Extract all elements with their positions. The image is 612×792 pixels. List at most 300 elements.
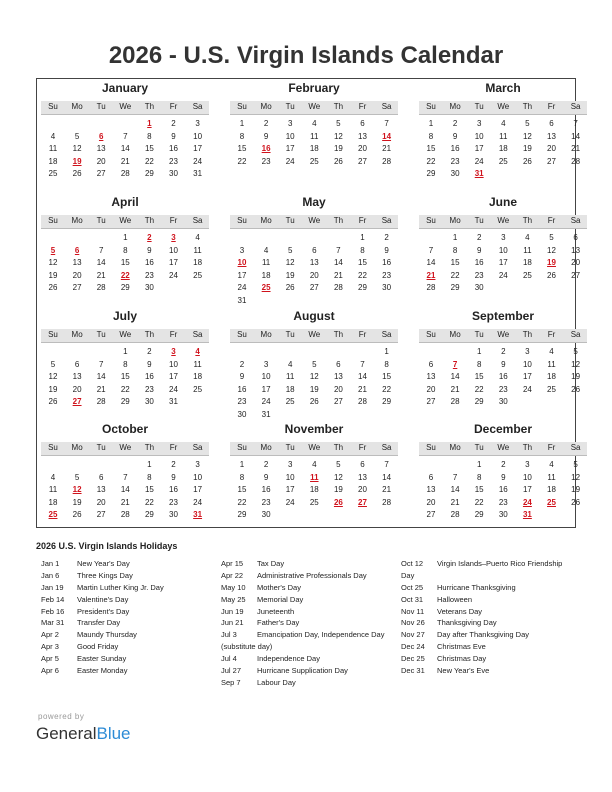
day-cell: 18 [498, 144, 508, 154]
holiday-day-cell: 2 [147, 233, 152, 242]
day-cell: 10 [522, 472, 532, 482]
holiday-name: New Year's Eve [437, 666, 490, 676]
day-cell: 15 [237, 144, 247, 154]
weekday-label: Fr [358, 330, 367, 339]
day-cell: 23 [261, 156, 271, 166]
weekday-label: Tu [285, 216, 295, 225]
holiday-name: Mother's Day [257, 582, 301, 592]
day-cell: 23 [261, 497, 271, 507]
day-cell: 28 [450, 510, 460, 520]
weekday-label: Sa [192, 216, 203, 225]
day-cell: 17 [522, 485, 532, 495]
day-cell: 15 [426, 144, 436, 154]
day-cell: 10 [261, 372, 271, 382]
holiday-day-cell: 11 [310, 472, 319, 482]
day-cell: 4 [50, 131, 56, 141]
day-cell: 25 [547, 384, 556, 394]
weekday-label: Fr [547, 330, 556, 339]
day-cell: 30 [169, 169, 178, 179]
day-cell: 28 [96, 283, 106, 293]
weekday-header [230, 329, 398, 343]
day-cell: 3 [287, 119, 293, 128]
day-cell: 6 [312, 245, 317, 255]
day-cell: 12 [285, 258, 295, 268]
holiday-day-cell: 26 [333, 497, 343, 507]
holiday-day-cell: 25 [547, 497, 556, 507]
weekday-label: Su [48, 443, 58, 452]
weekday-label: Th [333, 443, 344, 452]
day-cell: 24 [285, 156, 295, 166]
day-cell: 15 [144, 485, 154, 495]
day-cell: 29 [144, 169, 154, 179]
day-cell: 3 [287, 460, 293, 469]
holiday-day-cell: 21 [426, 270, 436, 280]
day-cell: 29 [474, 397, 484, 407]
holiday-name: New Year's Day [77, 559, 130, 568]
day-cell: 8 [476, 472, 482, 482]
day-cell: 4 [263, 245, 269, 255]
day-cell: 4 [312, 119, 317, 128]
day-cell: 13 [96, 144, 106, 154]
day-cell: 7 [123, 472, 128, 482]
month-6 [41, 309, 209, 419]
day-cell: 18 [547, 372, 556, 382]
weekday-header [419, 442, 587, 456]
weekday-label: We [308, 443, 321, 452]
day-cell: 10 [169, 359, 178, 369]
day-cell: 20 [72, 384, 82, 394]
day-cell: 17 [169, 372, 178, 382]
day-cell: 22 [237, 156, 247, 166]
weekday-label: We [497, 330, 510, 339]
weekday-label: Sa [192, 330, 203, 339]
day-cell: 19 [571, 372, 581, 382]
day-cell: 6 [360, 460, 365, 469]
day-cell: 12 [522, 131, 532, 141]
day-cell: 2 [171, 119, 176, 128]
day-cell: 16 [144, 372, 154, 382]
day-cell: 5 [573, 347, 578, 356]
day-cell: 6 [336, 359, 341, 369]
weekday-label: Fr [169, 102, 178, 111]
day-cell: 19 [522, 144, 532, 154]
day-cell: 18 [309, 144, 319, 154]
day-cell: 26 [48, 397, 58, 407]
day-cell: 1 [384, 347, 389, 356]
day-cell: 18 [285, 384, 295, 394]
weekday-label: Fr [169, 330, 178, 339]
month-name: July [112, 309, 137, 323]
day-cell: 3 [525, 460, 530, 469]
day-cell: 4 [501, 119, 506, 128]
day-cell: 30 [261, 510, 271, 520]
day-cell: 23 [237, 397, 247, 407]
day-cell: 22 [474, 497, 484, 507]
weekday-label: Fr [169, 216, 178, 225]
month-name: October [101, 422, 148, 436]
day-cell: 17 [285, 144, 295, 154]
day-cell: 21 [120, 497, 130, 507]
day-cell: 24 [169, 384, 178, 394]
holiday-name: Valentine's Day [77, 594, 129, 604]
holidays-heading: 2026 U.S. Virgin Islands Holidays [36, 541, 178, 551]
day-cell: 8 [476, 359, 482, 369]
day-cell: 24 [193, 497, 203, 507]
brand-blue: Blue [96, 724, 131, 743]
holiday-day-cell: 27 [358, 497, 367, 507]
day-cell: 24 [237, 283, 247, 293]
holiday-day-cell: 19 [547, 258, 556, 268]
day-cell: 14 [120, 144, 130, 154]
day-cell: 29 [358, 283, 367, 293]
day-cell: 14 [571, 131, 581, 141]
day-cell: 22 [144, 156, 154, 166]
day-cell: 1 [239, 460, 245, 469]
day-cell: 26 [571, 497, 581, 507]
month-9 [41, 422, 209, 532]
day-cell: 14 [426, 258, 436, 268]
weekday-label: Su [426, 102, 436, 111]
holiday-date: Sep 7 [221, 677, 241, 687]
day-cell: 27 [309, 283, 319, 293]
weekday-label: Fr [358, 216, 367, 225]
day-cell: 1 [476, 460, 482, 469]
weekday-label: Tu [474, 330, 484, 339]
day-cell: 18 [48, 497, 58, 507]
day-cell: 30 [382, 283, 392, 293]
day-cell: 1 [147, 460, 152, 469]
day-cell: 6 [360, 119, 365, 128]
day-cell: 21 [358, 384, 367, 394]
day-cell: 3 [195, 460, 200, 469]
weekday-label: Sa [570, 102, 581, 111]
weekday-label: Su [237, 443, 247, 452]
weekday-label: Mo [449, 443, 461, 452]
holiday-day-cell: 6 [98, 131, 104, 141]
day-cell: 25 [309, 497, 319, 507]
month-10 [230, 422, 398, 532]
month-name: April [111, 195, 139, 209]
weekday-label: Sa [381, 443, 392, 452]
day-cell: 17 [169, 258, 178, 268]
day-cell: 19 [571, 485, 581, 495]
day-cell: 28 [96, 397, 106, 407]
month-name: January [101, 81, 149, 95]
day-cell: 6 [428, 472, 434, 482]
day-cell: 26 [571, 384, 581, 394]
day-cell: 20 [96, 497, 106, 507]
day-cell: 26 [522, 156, 532, 166]
weekday-label: Su [48, 102, 58, 111]
day-cell: 27 [96, 169, 106, 179]
weekday-label: Th [144, 216, 155, 225]
month-name: August [293, 309, 335, 323]
day-cell: 7 [336, 245, 341, 255]
holiday-name: Independence Day [257, 654, 320, 664]
day-cell: 23 [144, 270, 154, 280]
month-name: December [473, 422, 533, 436]
day-cell: 13 [96, 485, 106, 495]
day-cell: 11 [286, 372, 295, 382]
day-cell: 22 [120, 384, 130, 394]
day-cell: 7 [98, 245, 104, 255]
day-cell: 9 [476, 245, 482, 255]
day-cell: 28 [382, 497, 392, 507]
day-cell: 29 [426, 169, 436, 179]
day-cell: 5 [525, 119, 530, 128]
day-cell: 26 [48, 283, 58, 293]
day-cell: 20 [358, 144, 367, 154]
day-cell: 27 [358, 156, 367, 166]
holiday-date: Jun 21 [221, 618, 244, 628]
weekday-label: Th [333, 102, 344, 111]
day-cell: 12 [333, 131, 343, 141]
day-cell: 2 [239, 359, 245, 369]
day-cell: 19 [285, 270, 295, 280]
day-cell: 9 [147, 359, 152, 369]
day-cell: 1 [452, 233, 458, 242]
day-cell: 26 [285, 283, 295, 293]
day-cell: 21 [382, 144, 392, 154]
month-1 [230, 81, 398, 191]
day-cell: 28 [120, 169, 130, 179]
day-cell: 31 [237, 296, 247, 305]
day-cell: 15 [382, 372, 392, 382]
weekday-header [419, 215, 587, 229]
holiday-date: Nov 26 [401, 618, 425, 628]
holiday-day-cell: 6 [74, 245, 80, 255]
day-cell: 12 [333, 472, 343, 482]
weekday-header [419, 329, 587, 343]
day-cell: 27 [333, 397, 343, 407]
weekday-label: Su [426, 216, 436, 225]
day-cell: 20 [426, 384, 436, 394]
day-cell: 22 [144, 497, 154, 507]
day-cell: 4 [50, 472, 56, 482]
day-cell: 20 [547, 144, 556, 154]
day-cell: 21 [382, 485, 392, 495]
day-cell: 18 [261, 270, 271, 280]
day-cell: 9 [147, 245, 152, 255]
day-cell: 28 [382, 156, 392, 166]
holiday-date: Oct 12 [401, 559, 424, 568]
day-cell: 7 [123, 131, 128, 141]
day-cell: 9 [263, 472, 269, 482]
day-cell: 2 [501, 347, 506, 356]
holiday-day-cell: 31 [193, 510, 203, 520]
day-cell: 2 [171, 460, 176, 469]
day-cell: 2 [263, 460, 269, 469]
day-cell: 12 [48, 258, 58, 268]
day-cell: 16 [450, 144, 460, 154]
day-cell: 30 [237, 410, 247, 419]
day-cell: 5 [336, 119, 341, 128]
weekday-label: Tu [96, 443, 106, 452]
day-cell: 24 [169, 270, 178, 280]
day-cell: 1 [476, 347, 482, 356]
day-cell: 5 [287, 245, 293, 255]
day-cell: 9 [171, 472, 176, 482]
holiday-name: Easter Sunday [77, 654, 127, 664]
day-cell: 11 [193, 245, 202, 255]
day-cell: 7 [428, 245, 434, 255]
day-cell: 21 [120, 156, 130, 166]
holiday-day-cell: 5 [50, 245, 56, 255]
weekday-label: We [308, 330, 321, 339]
day-cell: 21 [450, 497, 460, 507]
day-cell: 15 [237, 485, 247, 495]
weekday-label: Su [48, 330, 58, 339]
day-cell: 4 [312, 460, 317, 469]
weekday-label: We [308, 216, 321, 225]
month-5 [419, 195, 587, 305]
day-cell: 15 [120, 372, 130, 382]
weekday-header [41, 329, 209, 343]
day-cell: 13 [72, 258, 82, 268]
day-cell: 7 [384, 460, 389, 469]
day-cell: 16 [144, 258, 154, 268]
day-cell: 19 [48, 270, 58, 280]
weekday-label: We [119, 330, 132, 339]
day-cell: 10 [498, 245, 508, 255]
day-cell: 1 [428, 119, 434, 128]
day-cell: 13 [358, 131, 367, 141]
weekday-label: We [119, 216, 132, 225]
day-cell: 25 [285, 397, 295, 407]
month-name: May [302, 195, 326, 209]
weekday-label: Mo [71, 330, 83, 339]
day-cell: 8 [147, 131, 152, 141]
holiday-name: Three Kings Day [77, 570, 133, 580]
weekday-label: Tu [96, 102, 106, 111]
day-cell: 10 [193, 472, 203, 482]
weekday-label: Th [333, 216, 344, 225]
weekday-label: Su [237, 330, 247, 339]
holiday-day-cell: 31 [522, 510, 532, 520]
holiday-name: Thanksgiving Day [437, 618, 497, 628]
day-cell: 28 [358, 397, 367, 407]
month-7 [230, 309, 398, 419]
day-cell: 10 [285, 131, 295, 141]
day-cell: 12 [309, 372, 319, 382]
day-cell: 21 [571, 144, 581, 154]
weekday-label: Th [522, 443, 533, 452]
holiday-day-cell: 19 [72, 156, 82, 166]
day-cell: 5 [74, 472, 80, 482]
day-cell: 16 [169, 144, 178, 154]
weekday-label: Th [522, 216, 533, 225]
day-cell: 1 [123, 347, 128, 356]
day-cell: 30 [144, 283, 154, 293]
weekday-label: Tu [285, 443, 295, 452]
weekday-label: Mo [71, 216, 83, 225]
day-cell: 3 [501, 233, 506, 242]
day-cell: 20 [333, 384, 343, 394]
weekday-label: Mo [449, 330, 461, 339]
holiday-name: Hurricane Thanksgiving [437, 582, 516, 592]
day-cell: 27 [96, 510, 106, 520]
day-cell: 9 [384, 245, 389, 255]
day-cell: 1 [123, 233, 128, 242]
day-cell: 15 [358, 258, 367, 268]
day-cell: 30 [144, 397, 154, 407]
day-cell: 23 [169, 497, 178, 507]
day-cell: 14 [96, 258, 106, 268]
day-cell: 13 [426, 372, 436, 382]
day-cell: 9 [501, 472, 506, 482]
weekday-label: Su [426, 443, 436, 452]
day-cell: 25 [522, 270, 532, 280]
holiday-name: Good Friday [77, 642, 119, 652]
day-cell: 20 [309, 270, 319, 280]
holiday-day-cell: 25 [48, 510, 58, 520]
holiday-name: Martin Luther King Jr. Day [77, 582, 164, 592]
holiday-day-cell: 16 [261, 144, 271, 154]
weekday-label: Fr [169, 443, 178, 452]
weekday-header [41, 442, 209, 456]
day-cell: 22 [358, 270, 367, 280]
holiday-day-cell: 25 [261, 283, 271, 293]
holiday-date: Nov 11 [401, 606, 425, 616]
day-cell: 30 [450, 169, 460, 179]
weekday-label: Th [522, 102, 533, 111]
day-cell: 28 [450, 397, 460, 407]
day-cell: 11 [48, 485, 58, 495]
brand-general: General [36, 724, 97, 743]
weekday-label: Mo [260, 330, 272, 339]
day-cell: 11 [193, 359, 202, 369]
brand-logo[interactable] [36, 724, 131, 744]
holiday-day-cell: 1 [147, 119, 152, 128]
weekday-label: Su [237, 102, 247, 111]
weekday-label: Su [426, 330, 436, 339]
day-cell: 28 [120, 510, 130, 520]
day-cell: 24 [522, 384, 532, 394]
day-cell: 29 [120, 283, 130, 293]
holiday-date: Feb 16 [41, 606, 65, 616]
day-cell: 14 [382, 472, 392, 482]
day-cell: 23 [450, 156, 460, 166]
day-cell: 8 [384, 359, 389, 369]
day-cell: 8 [360, 245, 365, 255]
day-cell: 12 [72, 144, 82, 154]
day-cell: 26 [309, 397, 319, 407]
day-cell: 27 [547, 156, 556, 166]
weekday-label: We [119, 443, 132, 452]
weekday-header [230, 442, 398, 456]
holiday-day-cell: 10 [237, 258, 247, 268]
day-cell: 18 [309, 485, 319, 495]
holiday-name: Tax Day [257, 559, 285, 568]
day-cell: 15 [450, 258, 460, 268]
day-cell: 1 [239, 119, 245, 128]
holiday-date: Jan 19 [41, 582, 64, 592]
day-cell: 9 [239, 372, 245, 382]
weekday-label: Th [144, 102, 155, 111]
day-cell: 25 [193, 384, 203, 394]
day-cell: 23 [498, 497, 508, 507]
day-cell: 15 [120, 258, 130, 268]
day-cell: 9 [171, 131, 176, 141]
day-cell: 13 [333, 372, 343, 382]
day-cell: 19 [72, 497, 82, 507]
month-3 [41, 195, 209, 305]
day-cell: 10 [193, 131, 203, 141]
weekday-label: Sa [381, 330, 392, 339]
day-cell: 24 [193, 156, 203, 166]
day-cell: 18 [193, 258, 203, 268]
weekday-label: Mo [71, 102, 83, 111]
